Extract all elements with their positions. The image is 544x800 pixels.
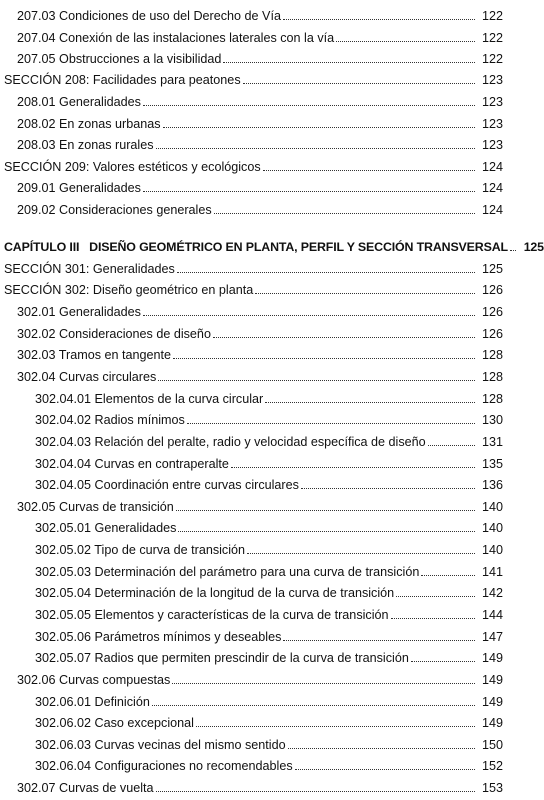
dot-leader	[173, 358, 475, 359]
toc-entry-title: 207.04 Conexión de las instalaciones laterales con la vía	[17, 31, 335, 45]
dot-leader	[428, 445, 475, 446]
toc-subentry[interactable]	[35, 537, 503, 557]
toc-subentry[interactable]	[35, 559, 503, 579]
toc-subentry[interactable]	[35, 515, 503, 535]
dot-leader	[152, 705, 475, 706]
toc-entry-page: 136	[481, 478, 503, 492]
toc-entry-title: 302.06.04 Configuraciones no recomendables	[35, 759, 293, 773]
dot-leader	[143, 191, 475, 192]
dot-leader	[177, 272, 475, 273]
toc-entry-title: 208.01 Generalidades	[17, 95, 141, 109]
dot-leader	[158, 380, 475, 381]
toc-entry-page: 123	[481, 138, 503, 152]
dot-leader	[196, 726, 475, 727]
toc-entry-page: 126	[481, 283, 503, 297]
toc-entry-page: 140	[481, 543, 503, 557]
toc-entry-page: 141	[481, 565, 503, 579]
dot-leader	[391, 618, 475, 619]
toc-entry-title: 302.06.03 Curvas vecinas del mismo sentido	[35, 738, 286, 752]
toc-entry-page: 126	[481, 305, 503, 319]
toc-entry-page: 128	[481, 392, 503, 406]
toc-section-entry[interactable]	[4, 154, 503, 174]
dot-leader	[156, 791, 475, 792]
toc-entry-title: 208.03 En zonas rurales	[17, 138, 154, 152]
toc-entry-title: 302.05.02 Tipo de curva de transición	[35, 543, 246, 557]
toc-entry-title: 302.04.02 Radios mínimos	[35, 413, 185, 427]
toc-entry-title: SECCIÓN 301: Generalidades	[4, 262, 175, 276]
toc-entry-page: 135	[481, 457, 503, 471]
dot-leader	[283, 19, 475, 20]
toc-entry[interactable]	[17, 89, 503, 109]
dot-leader	[336, 41, 475, 42]
toc-entry-title: 207.05 Obstrucciones a la visibilidad	[17, 52, 222, 66]
toc-subentry[interactable]	[35, 451, 503, 471]
toc-entry-page: 123	[481, 95, 503, 109]
toc-entry-title: 302.04.04 Curvas en contraperalte	[35, 457, 229, 471]
toc-entry-page: 147	[481, 630, 503, 644]
toc-subentry[interactable]	[35, 407, 503, 427]
toc-entry-page: 130	[481, 413, 503, 427]
dot-leader	[178, 531, 475, 532]
toc-entry-title: 302.06 Curvas compuestas	[17, 673, 171, 687]
toc-entry-title: SECCIÓN 208: Facilidades para peatones	[4, 73, 241, 87]
toc-entry-title: 302.05.03 Determinación del parámetro para una curva de transición	[35, 565, 420, 579]
toc-entry-title: SECCIÓN 302: Diseño geométrico en planta	[4, 283, 254, 297]
dot-leader	[421, 575, 475, 576]
toc-entry-page: 122	[481, 9, 503, 23]
dot-leader	[295, 769, 475, 770]
toc-entry-page: 124	[481, 203, 503, 217]
toc-chapter-title: CAPÍTULO III DISEÑO GEOMÉTRICO EN PLANTA, PERFIL Y SECCIÓN TRANSVERSAL	[4, 240, 508, 254]
toc-entry[interactable]	[17, 111, 503, 131]
toc-entry-page: 124	[481, 160, 503, 174]
toc-entry-page: 131	[481, 435, 503, 449]
toc-entry-title: 302.02 Consideraciones de diseño	[17, 327, 211, 341]
toc-entry[interactable]	[17, 364, 503, 384]
toc-entry-title: 302.06.01 Definición	[35, 695, 150, 709]
toc-entry-title: 302.05.04 Determinación de la longitud de la curva de transición	[35, 586, 395, 600]
toc-entry-page: 125	[523, 240, 544, 254]
toc-entry-title: 302.05.06 Parámetros mínimos y deseables	[35, 630, 282, 644]
toc-entry-title: 302.04.01 Elementos de la curva circular	[35, 392, 264, 406]
toc-entry-title: 302.01 Generalidades	[17, 305, 141, 319]
toc-subentry[interactable]	[35, 602, 503, 622]
toc-entry[interactable]	[17, 132, 503, 152]
toc-subentry[interactable]	[35, 645, 503, 665]
toc-section-entry[interactable]	[4, 256, 503, 276]
toc-entry-page: 123	[481, 117, 503, 131]
dot-leader	[231, 467, 475, 468]
toc-entry-page: 122	[481, 52, 503, 66]
toc-subentry[interactable]	[35, 472, 503, 492]
toc-entry-title: 302.06.02 Caso excepcional	[35, 716, 194, 730]
toc-subentry[interactable]	[35, 429, 503, 449]
toc-entry-title: 302.04 Curvas circulares	[17, 370, 157, 384]
toc-entry-page: 128	[481, 370, 503, 384]
toc-entry-title: 302.03 Tramos en tangente	[17, 348, 172, 362]
dot-leader	[247, 553, 475, 554]
dot-leader	[223, 62, 475, 63]
toc-entry[interactable]	[17, 667, 503, 687]
dot-leader	[510, 250, 516, 251]
toc-entry[interactable]	[17, 3, 503, 23]
toc-chapter-entry[interactable]	[4, 234, 544, 254]
toc-subentry[interactable]	[35, 732, 503, 752]
dot-leader	[265, 402, 475, 403]
dot-leader	[143, 105, 475, 106]
toc-entry-title: 302.05 Curvas de transición	[17, 500, 174, 514]
dot-leader	[301, 488, 475, 489]
toc-subentry[interactable]	[35, 624, 503, 644]
toc-entry-page: 140	[481, 500, 503, 514]
toc-entry-title: SECCIÓN 209: Valores estéticos y ecológicos	[4, 160, 261, 174]
toc-entry-page: 149	[481, 673, 503, 687]
toc-entry[interactable]	[17, 175, 503, 195]
dot-leader	[163, 127, 475, 128]
dot-leader	[143, 315, 475, 316]
toc-section-entry[interactable]	[4, 67, 503, 87]
toc-entry-page: 140	[481, 521, 503, 535]
toc-entry-title: 207.03 Condiciones de uso del Derecho de Vía	[17, 9, 281, 23]
dot-leader	[213, 337, 475, 338]
toc-entry-page: 149	[481, 716, 503, 730]
toc-entry-page: 150	[481, 738, 503, 752]
dot-leader	[187, 423, 475, 424]
dot-leader	[243, 83, 475, 84]
toc-entry-title: 302.04.05 Coordinación entre curvas circulares	[35, 478, 299, 492]
toc-subentry[interactable]	[35, 689, 503, 709]
toc-entry-page: 128	[481, 348, 503, 362]
toc-entry[interactable]	[17, 321, 503, 341]
toc-entry-title: 302.05.07 Radios que permiten prescindir de la curva de transición	[35, 651, 409, 665]
dot-leader	[156, 148, 475, 149]
dot-leader	[396, 596, 475, 597]
toc-entry-title: 209.02 Consideraciones generales	[17, 203, 212, 217]
toc-entry-page: 126	[481, 327, 503, 341]
toc-entry[interactable]	[17, 197, 503, 217]
dot-leader	[288, 748, 475, 749]
dot-leader	[255, 293, 475, 294]
toc-entry-page: 124	[481, 181, 503, 195]
toc-entry-title: 208.02 En zonas urbanas	[17, 117, 161, 131]
toc-entry-page: 149	[481, 651, 503, 665]
toc-entry[interactable]	[17, 775, 503, 795]
toc-entry-page: 122	[481, 31, 503, 45]
toc-subentry[interactable]	[35, 580, 503, 600]
toc-entry[interactable]	[17, 299, 503, 319]
toc-subentry[interactable]	[35, 753, 503, 773]
toc-entry-page: 142	[481, 586, 503, 600]
toc-entry-title: 302.05.05 Elementos y características de la curva de transición	[35, 608, 389, 622]
toc-section-entry[interactable]	[4, 277, 503, 297]
toc-entry-page: 152	[481, 759, 503, 773]
dot-leader	[263, 170, 475, 171]
dot-leader	[411, 661, 475, 662]
toc-entry-title: 302.05.01 Generalidades	[35, 521, 177, 535]
dot-leader	[172, 683, 475, 684]
dot-leader	[176, 510, 475, 511]
toc-entry-page: 123	[481, 73, 503, 87]
toc-entry[interactable]	[17, 25, 503, 45]
toc-entry[interactable]	[17, 342, 503, 362]
toc-entry-title: 302.07 Curvas de vuelta	[17, 781, 154, 795]
toc-entry[interactable]	[17, 494, 503, 514]
toc-entry-page: 125	[481, 262, 503, 276]
toc-subentry[interactable]	[35, 386, 503, 406]
toc-entry-page: 144	[481, 608, 503, 622]
toc-entry-title: 302.04.03 Relación del peralte, radio y velocidad específica de diseño	[35, 435, 426, 449]
toc-entry-title: 209.01 Generalidades	[17, 181, 141, 195]
dot-leader	[214, 213, 475, 214]
toc-entry-page: 153	[481, 781, 503, 795]
toc-entry-page: 149	[481, 695, 503, 709]
toc-entry[interactable]	[17, 46, 503, 66]
dot-leader	[283, 640, 475, 641]
toc-subentry[interactable]	[35, 710, 503, 730]
